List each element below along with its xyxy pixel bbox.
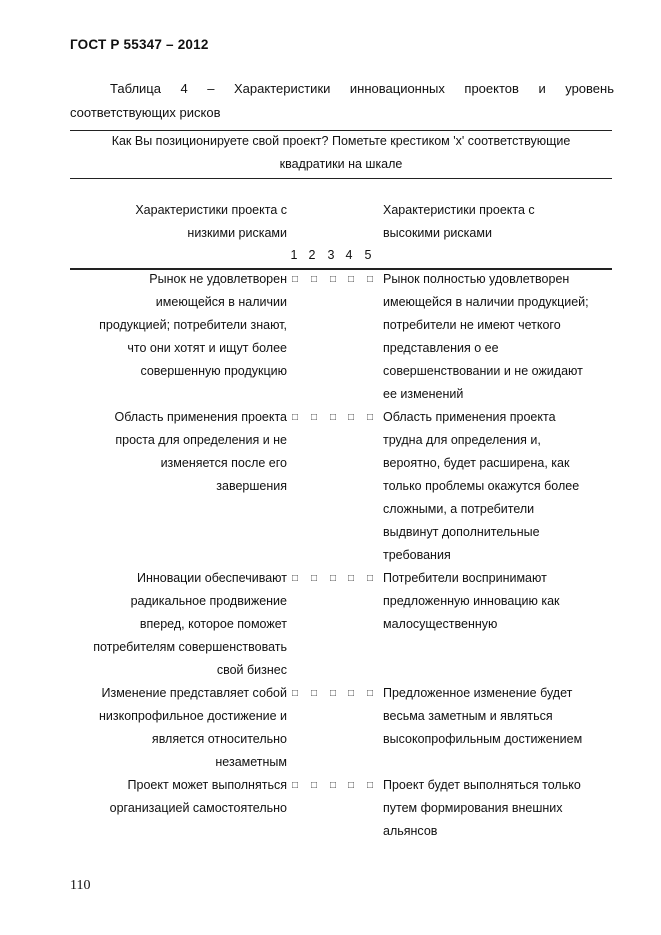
low-risk-characteristic: [70, 406, 287, 567]
caption-word: Характеристики: [234, 81, 331, 96]
rating-checkboxes: [287, 682, 383, 774]
scale-number: 2: [308, 248, 316, 262]
high-risk-text-line: трудна для определения и,: [383, 433, 541, 447]
low-risk-text-line: является относительно: [151, 732, 287, 746]
high-risk-text-line: требования: [383, 548, 451, 562]
rating-checkbox-2[interactable]: □: [310, 780, 318, 791]
question-divider-rule: [70, 178, 612, 179]
high-risk-text-line: Предложенное изменение будет: [383, 686, 573, 700]
rating-checkbox-3[interactable]: □: [329, 274, 337, 285]
caption-word: Таблица: [110, 81, 161, 96]
rating-checkbox-3[interactable]: □: [329, 780, 337, 791]
table-caption: [70, 77, 614, 125]
table-body: [70, 268, 615, 843]
rating-checkbox-4[interactable]: □: [347, 412, 355, 423]
high-risk-characteristic: [383, 774, 615, 843]
table-question: [70, 130, 612, 176]
high-risk-text-line: весьма заметным и являться: [383, 709, 553, 723]
low-risk-text-line: Изменение представляет собой: [101, 686, 287, 700]
rating-checkbox-1[interactable]: □: [291, 573, 299, 584]
caption-word: проектов: [464, 81, 519, 96]
high-risk-text-line: путем формирования внешних: [383, 801, 563, 815]
rating-checkbox-1[interactable]: □: [291, 688, 299, 699]
high-risk-text-line: Область применения проекта: [383, 410, 556, 424]
rating-checkbox-4[interactable]: □: [347, 573, 355, 584]
high-risk-characteristic: [383, 406, 615, 567]
scale-number: 3: [327, 248, 335, 262]
rating-checkbox-4[interactable]: □: [347, 274, 355, 285]
table-row: [70, 774, 615, 843]
low-risk-text-line: имеющейся в наличии: [155, 295, 287, 309]
low-risk-text-line: завершения: [216, 479, 287, 493]
rating-checkbox-5[interactable]: □: [366, 274, 374, 285]
high-risk-text-line: Потребители воспринимают: [383, 571, 547, 585]
document-code: ГОСТ Р 55347 – 2012: [70, 37, 209, 52]
table-row: [70, 268, 615, 406]
high-risk-text-line: представления о ее: [383, 341, 499, 355]
rating-checkboxes: [287, 774, 383, 843]
rating-checkbox-1[interactable]: □: [291, 274, 299, 285]
high-risk-text-line: высокопрофильным достижением: [383, 732, 583, 746]
high-risk-text-line: только проблемы окажутся более: [383, 479, 580, 493]
table-row: [70, 406, 615, 567]
low-risk-text-line: Инновации обеспечивают: [136, 571, 287, 585]
low-risk-text-line: продукцией; потребители знают,: [99, 318, 287, 332]
header-low-risk: [70, 199, 287, 245]
rating-checkbox-5[interactable]: □: [366, 412, 374, 423]
caption-line-1: [70, 77, 614, 101]
header-high-risk: [383, 199, 613, 245]
scale-number: 5: [364, 248, 372, 262]
table-row: [70, 682, 615, 774]
low-risk-characteristic: [70, 774, 287, 843]
caption-word: –: [207, 81, 215, 96]
caption-word: и: [538, 81, 546, 96]
rating-checkbox-4[interactable]: □: [347, 688, 355, 699]
low-risk-text-line: что они хотят и ищут более: [127, 341, 287, 355]
rating-checkbox-5[interactable]: □: [366, 573, 374, 584]
low-risk-text-line: незаметным: [215, 755, 287, 769]
low-risk-characteristic: [70, 567, 287, 682]
low-risk-characteristic: [70, 268, 287, 406]
rating-checkbox-5[interactable]: □: [366, 688, 374, 699]
rating-checkbox-4[interactable]: □: [347, 780, 355, 791]
caption-line-2: соответствующих рисков: [70, 105, 221, 120]
high-risk-characteristic: [383, 682, 615, 774]
caption-word: 4: [180, 81, 188, 96]
high-risk-text-line: выдвинут дополнительные: [383, 525, 540, 539]
high-risk-text-line: потребители не имеют четкого: [383, 318, 561, 332]
high-risk-text-line: предложенную инновацию как: [383, 594, 560, 608]
high-risk-text-line: вероятно, будет расширена, как: [383, 456, 570, 470]
rating-checkboxes: [287, 406, 383, 567]
low-risk-text-line: организацией самостоятельно: [109, 801, 287, 815]
high-risk-text-line: Рынок полностью удовлетворен: [383, 272, 570, 286]
header-low-risk-line: низкими рисками: [187, 226, 287, 240]
rating-checkbox-2[interactable]: □: [310, 274, 318, 285]
high-risk-text-line: сложными, а потребители: [383, 502, 535, 516]
page-number: 110: [70, 878, 91, 893]
rating-checkbox-1[interactable]: □: [291, 780, 299, 791]
question-line-1: Как Вы позиционируете свой проект? Пометьте крестиком 'x' соответствующие: [111, 134, 571, 148]
low-risk-text-line: проста для определения и не: [115, 433, 287, 447]
rating-checkbox-5[interactable]: □: [366, 780, 374, 791]
low-risk-text-line: низкопрофильное достижение и: [98, 709, 287, 723]
low-risk-text-line: Проект может выполняться: [127, 778, 287, 792]
rating-checkboxes: [287, 268, 383, 406]
header-low-risk-line: Характеристики проекта с: [135, 203, 287, 217]
high-risk-characteristic: [383, 567, 615, 682]
high-risk-text-line: совершенствовании и не ожидают: [383, 364, 583, 378]
high-risk-text-line: ее изменений: [383, 387, 464, 401]
rating-checkboxes: [287, 567, 383, 682]
low-risk-text-line: вперед, которое поможет: [139, 617, 287, 631]
low-risk-characteristic: [70, 682, 287, 774]
high-risk-text-line: имеющейся в наличии продукцией;: [383, 295, 589, 309]
low-risk-text-line: изменяется после его: [160, 456, 287, 470]
rating-checkbox-3[interactable]: □: [329, 573, 337, 584]
low-risk-text-line: Рынок не удовлетворен: [149, 272, 287, 286]
high-risk-text-line: малосущественную: [383, 617, 498, 631]
rating-checkbox-1[interactable]: □: [291, 412, 299, 423]
low-risk-text-line: радикальное продвижение: [130, 594, 287, 608]
rating-checkbox-2[interactable]: □: [310, 688, 318, 699]
low-risk-text-line: совершенную продукцию: [140, 364, 287, 378]
low-risk-text-line: потребителям совершенствовать: [93, 640, 287, 654]
table-row: [70, 567, 615, 682]
high-risk-text-line: Проект будет выполняться только: [383, 778, 581, 792]
low-risk-text-line: свой бизнес: [216, 663, 287, 677]
caption-word: инновационных: [349, 81, 445, 96]
high-risk-characteristic: [383, 268, 615, 406]
rating-checkbox-2[interactable]: □: [310, 573, 318, 584]
header-high-risk-line: высокими рисками: [383, 226, 492, 240]
high-risk-text-line: альянсов: [383, 824, 438, 838]
question-line-2: квадратики на шкале: [279, 157, 403, 171]
rating-checkbox-3[interactable]: □: [329, 688, 337, 699]
rating-checkbox-3[interactable]: □: [329, 412, 337, 423]
low-risk-text-line: Область применения проекта: [114, 410, 287, 424]
scale-number: 4: [345, 248, 353, 262]
scale-number: 1: [290, 248, 298, 262]
header-high-risk-line: Характеристики проекта с: [383, 203, 535, 217]
caption-word: уровень: [565, 81, 614, 96]
rating-checkbox-2[interactable]: □: [310, 412, 318, 423]
